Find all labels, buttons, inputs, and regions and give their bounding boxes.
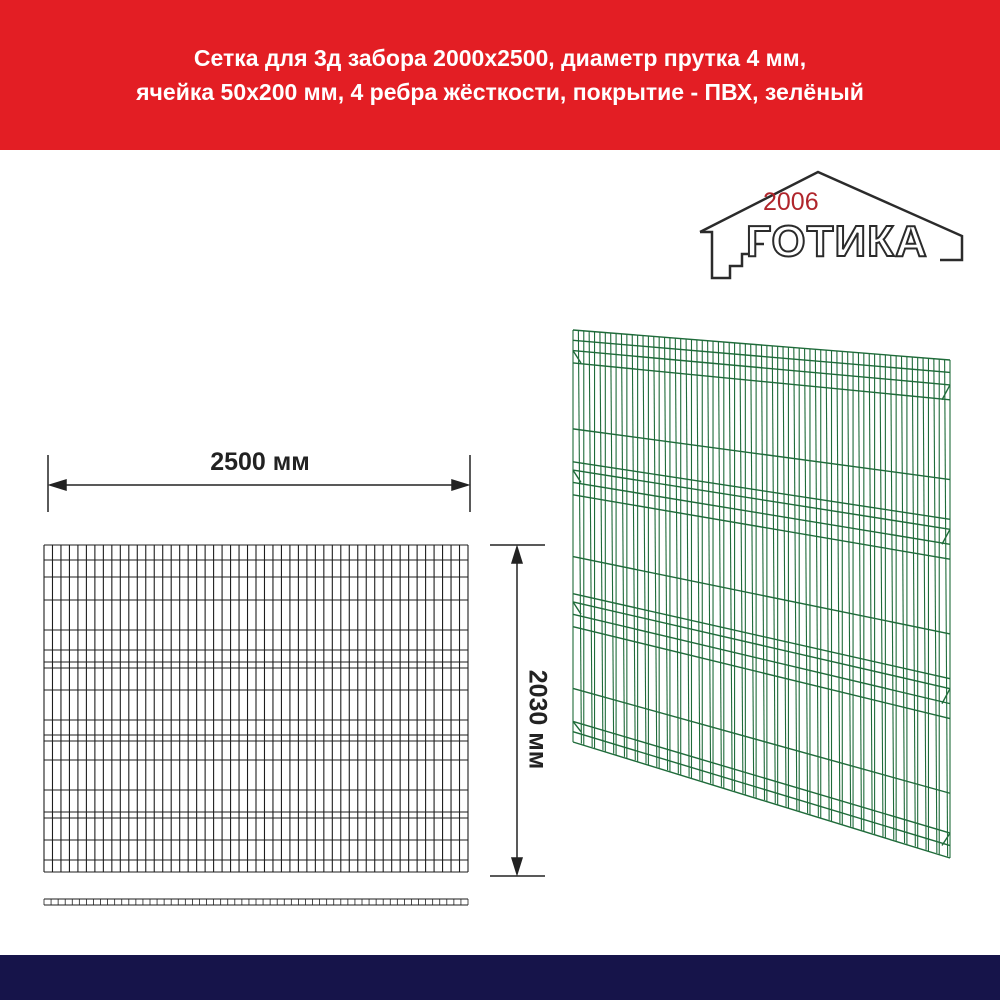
footer-band (0, 955, 1000, 1000)
product-title-line-1: Сетка для 3д забора 2000х2500, диаметр прутка 4 мм, (193, 45, 807, 71)
flat-mesh-front-view (44, 545, 468, 872)
logo-brand: ГОТИКА (746, 217, 928, 266)
mesh-profile-strip (44, 899, 468, 905)
height-dimension-label: 2030 мм (523, 669, 552, 770)
logo-year: 2006 (763, 188, 819, 216)
product-title-line-2: ячейка 50х200 мм, 4 ребра жёсткости, покрытие - ПВХ, зелёный (136, 79, 864, 105)
fence-mesh-icon (573, 330, 950, 858)
width-dimension-label: 2500 мм (210, 448, 310, 476)
